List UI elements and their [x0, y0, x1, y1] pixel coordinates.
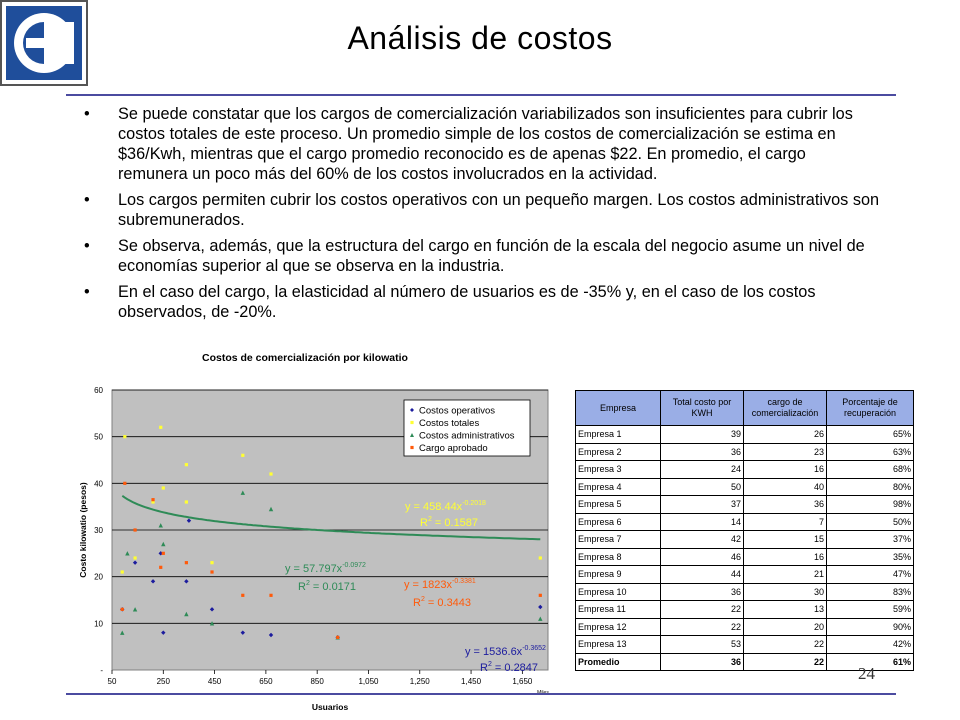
- table-cell: 22: [661, 618, 744, 636]
- table-cell: 16: [744, 548, 827, 566]
- table-cell: 36: [661, 583, 744, 601]
- table-cell: 22: [744, 636, 827, 654]
- data-point: [185, 561, 188, 564]
- trend-equation-base: y = 458.44x: [405, 501, 463, 513]
- table-cell: Empresa 13: [576, 636, 661, 654]
- data-point: [241, 594, 244, 597]
- legend-marker: [410, 446, 413, 449]
- r-squared-symbol: R: [298, 581, 306, 593]
- bullet-marker: •: [84, 237, 90, 255]
- table-cell: Empresa 5: [576, 496, 661, 514]
- table-cell: 44: [661, 566, 744, 584]
- table-row: [576, 566, 914, 584]
- table-row: [576, 461, 914, 479]
- legend: [404, 400, 530, 456]
- table-cell: 42: [661, 531, 744, 549]
- column-header: cargo de comercialización: [744, 391, 827, 426]
- table-row: [576, 531, 914, 549]
- x-tick-label: 450: [207, 677, 222, 686]
- legend-marker: [410, 421, 413, 424]
- trend-equation-base: y = 1536.6x: [465, 646, 523, 658]
- y-tick-label: 20: [94, 572, 103, 582]
- table-cell: Empresa 10: [576, 583, 661, 601]
- trend-equation-exponent: -0.3381: [452, 578, 476, 585]
- table-cell: 22: [744, 653, 827, 671]
- table-cell: 23: [744, 443, 827, 461]
- table-cell: 14: [661, 513, 744, 531]
- data-point: [185, 500, 188, 503]
- bullet-text: En el caso del cargo, la elasticidad al número de usuarios es de -35% y, en el caso de los costos observados, de -20%.: [118, 283, 816, 321]
- table-cell: Empresa 4: [576, 478, 661, 496]
- trend-r-squared: [480, 661, 538, 674]
- trend-equation-exponent: -0.3652: [522, 645, 546, 652]
- table-cell: 59%: [827, 601, 914, 619]
- table-row: [576, 426, 914, 444]
- legend-label: Cargo aprobado: [419, 443, 488, 454]
- table-cell: 13: [744, 601, 827, 619]
- table-cell: 90%: [827, 618, 914, 636]
- bullet-marker: •: [84, 105, 90, 123]
- table-row: [576, 601, 914, 619]
- table-cell: 50%: [827, 513, 914, 531]
- table-cell: 35%: [827, 548, 914, 566]
- x-tick-label: 1,250: [409, 677, 430, 686]
- table-cell: 53: [661, 636, 744, 654]
- data-point: [185, 463, 188, 466]
- table-cell: 50: [661, 478, 744, 496]
- data-point: [123, 435, 126, 438]
- table-cell: 80%: [827, 478, 914, 496]
- table-cell: 46: [661, 548, 744, 566]
- trend-equation-base: y = 57.797x: [285, 563, 343, 575]
- data-point: [133, 556, 136, 559]
- table-cell: 24: [661, 461, 744, 479]
- bullet-item: [80, 190, 880, 230]
- table-cell: 36: [744, 496, 827, 514]
- table-cell: 36: [661, 443, 744, 461]
- trend-equation-exponent: -0.0972: [342, 562, 366, 569]
- table-cell: 37: [661, 496, 744, 514]
- data-point: [269, 594, 272, 597]
- r-squared-value: = 0.0171: [309, 581, 357, 593]
- data-point: [121, 608, 124, 611]
- chart-title: Costos de comercialización por kilowatio: [202, 352, 408, 364]
- table-row: [576, 443, 914, 461]
- data-point: [151, 498, 154, 501]
- data-point: [539, 556, 542, 559]
- table-cell: 16: [744, 461, 827, 479]
- y-tick-label: 30: [94, 526, 103, 535]
- column-header: Total costo por KWH: [661, 391, 744, 426]
- bullet-marker: •: [84, 283, 90, 301]
- y-tick-label: 60: [94, 386, 103, 395]
- table-cell: Empresa 9: [576, 566, 661, 584]
- table-cell: 42%: [827, 636, 914, 654]
- table-row: [576, 618, 914, 636]
- table-cell: 83%: [827, 583, 914, 601]
- y-tick-label: 10: [94, 619, 103, 629]
- bullet-item: [80, 236, 880, 276]
- cost-table: [575, 390, 914, 671]
- page-title: Análisis de costos: [347, 20, 613, 56]
- trend-equation-base: y = 1823x: [404, 579, 453, 591]
- table-cell: Empresa 2: [576, 443, 661, 461]
- table-cell: 47%: [827, 566, 914, 584]
- table-cell: Empresa 6: [576, 513, 661, 531]
- x-axis-label: Usuarios: [311, 702, 349, 712]
- data-point: [159, 426, 162, 429]
- table-row: [576, 583, 914, 601]
- table-cell: 20: [744, 618, 827, 636]
- top-divider: [66, 94, 896, 96]
- data-point: [241, 454, 244, 457]
- table-cell: 63%: [827, 443, 914, 461]
- x-tick-label: 1,050: [358, 677, 379, 686]
- data-point: [133, 528, 136, 531]
- table-cell: Empresa 11: [576, 601, 661, 619]
- bottom-divider: [66, 693, 896, 695]
- legend-label: Costos operativos: [419, 405, 496, 417]
- data-point: [162, 552, 165, 555]
- data-point: [210, 570, 213, 573]
- x-tick-label: 250: [156, 677, 170, 686]
- table-cell: Empresa 7: [576, 531, 661, 549]
- table-cell: 37%: [827, 531, 914, 549]
- table-cell: 30: [744, 583, 827, 601]
- column-header: Empresa: [576, 391, 661, 426]
- table-row: [576, 636, 914, 654]
- r-squared-symbol: R: [480, 662, 488, 674]
- table-cell: Empresa 1: [576, 426, 661, 444]
- x-tick-label: 850: [310, 677, 324, 686]
- table-cell: Empresa 12: [576, 618, 661, 636]
- page-number: 24: [858, 664, 875, 683]
- data-point: [162, 486, 165, 489]
- table-cell: Empresa 8: [576, 548, 661, 566]
- legend-label: Costos administrativos: [419, 430, 515, 442]
- r-squared-symbol: R: [413, 597, 421, 609]
- table-row: [576, 496, 914, 514]
- table-row: [576, 513, 914, 531]
- bullet-text: Se observa, además, que la estructura del cargo en función de la escala del negocio asume un nivel de economías superior al que se observa en la industria.: [118, 237, 865, 275]
- legend-label: Costos totales: [419, 418, 480, 429]
- r-squared-exponent: 2: [420, 596, 425, 603]
- x-tick-label: 1,450: [461, 677, 482, 686]
- table-row: [576, 478, 914, 496]
- table-cell: 65%: [827, 426, 914, 444]
- table-cell: 7: [744, 513, 827, 531]
- data-point: [210, 561, 213, 564]
- table-row: [576, 548, 914, 566]
- bullet-marker: •: [84, 191, 90, 209]
- bullet-text: Los cargos permiten cubrir los costos operativos con un pequeño margen. Los costos administrativos son subremunerados.: [118, 191, 880, 229]
- table-cell: 26: [744, 426, 827, 444]
- table-cell: 40: [744, 478, 827, 496]
- trend-equation-exponent: -0.2018: [462, 500, 486, 507]
- table-cell: Empresa 3: [576, 461, 661, 479]
- table-cell: 15: [744, 531, 827, 549]
- bullet-item: [80, 282, 880, 322]
- y-tick-label: 50: [94, 432, 103, 442]
- table-header-row: [576, 391, 914, 426]
- table-cell: 98%: [827, 496, 914, 514]
- bullet-list: [80, 104, 880, 328]
- r-squared-value: = 0.1587: [431, 517, 479, 529]
- r-squared-symbol: R: [420, 517, 428, 529]
- r-squared-value: = 0.2847: [491, 662, 539, 674]
- table-cell: 22: [661, 601, 744, 619]
- bullet-text: Se puede constatar que los cargos de comercialización variabilizados son insuficientes para cubrir los costos totales de este proceso. Un promedio simple de los costos de comercialización se estima en $36/Kwh, mientras que el cargo promedio reconocido es de apenas $22. En promedio, el cargo remunera un poco más del 60% de los costos involucrados en la actividad.: [118, 105, 853, 183]
- data-point: [159, 566, 162, 569]
- y-tick-label: 40: [94, 479, 103, 489]
- table-cell: 21: [744, 566, 827, 584]
- bullet-item: [80, 104, 880, 184]
- data-point: [123, 482, 126, 485]
- x-tick-label: 50: [107, 677, 117, 686]
- scatter-chart: [0, 360, 560, 715]
- y-axis-label: Costo kilowatio (pesos): [78, 482, 88, 578]
- logo: [0, 0, 88, 86]
- table-cell: 68%: [827, 461, 914, 479]
- table-cell: 39: [661, 426, 744, 444]
- y-tick-label: -: [100, 666, 103, 675]
- r-squared-value: = 0.3443: [424, 597, 472, 609]
- r-squared-exponent: 2: [487, 661, 492, 668]
- r-squared-exponent: 2: [305, 580, 310, 587]
- data-point: [336, 636, 339, 639]
- column-header: Porcentaje de recuperación: [827, 391, 914, 426]
- x-tick-label: 1,650: [512, 677, 533, 686]
- x-tick-label: 650: [259, 677, 273, 686]
- table-cell: 36: [661, 653, 744, 671]
- data-point: [121, 570, 124, 573]
- table-cell: 61%: [827, 653, 914, 671]
- data-point: [539, 594, 542, 597]
- data-point: [269, 472, 272, 475]
- r-squared-exponent: 2: [427, 516, 432, 523]
- table-cell: Promedio: [576, 653, 661, 671]
